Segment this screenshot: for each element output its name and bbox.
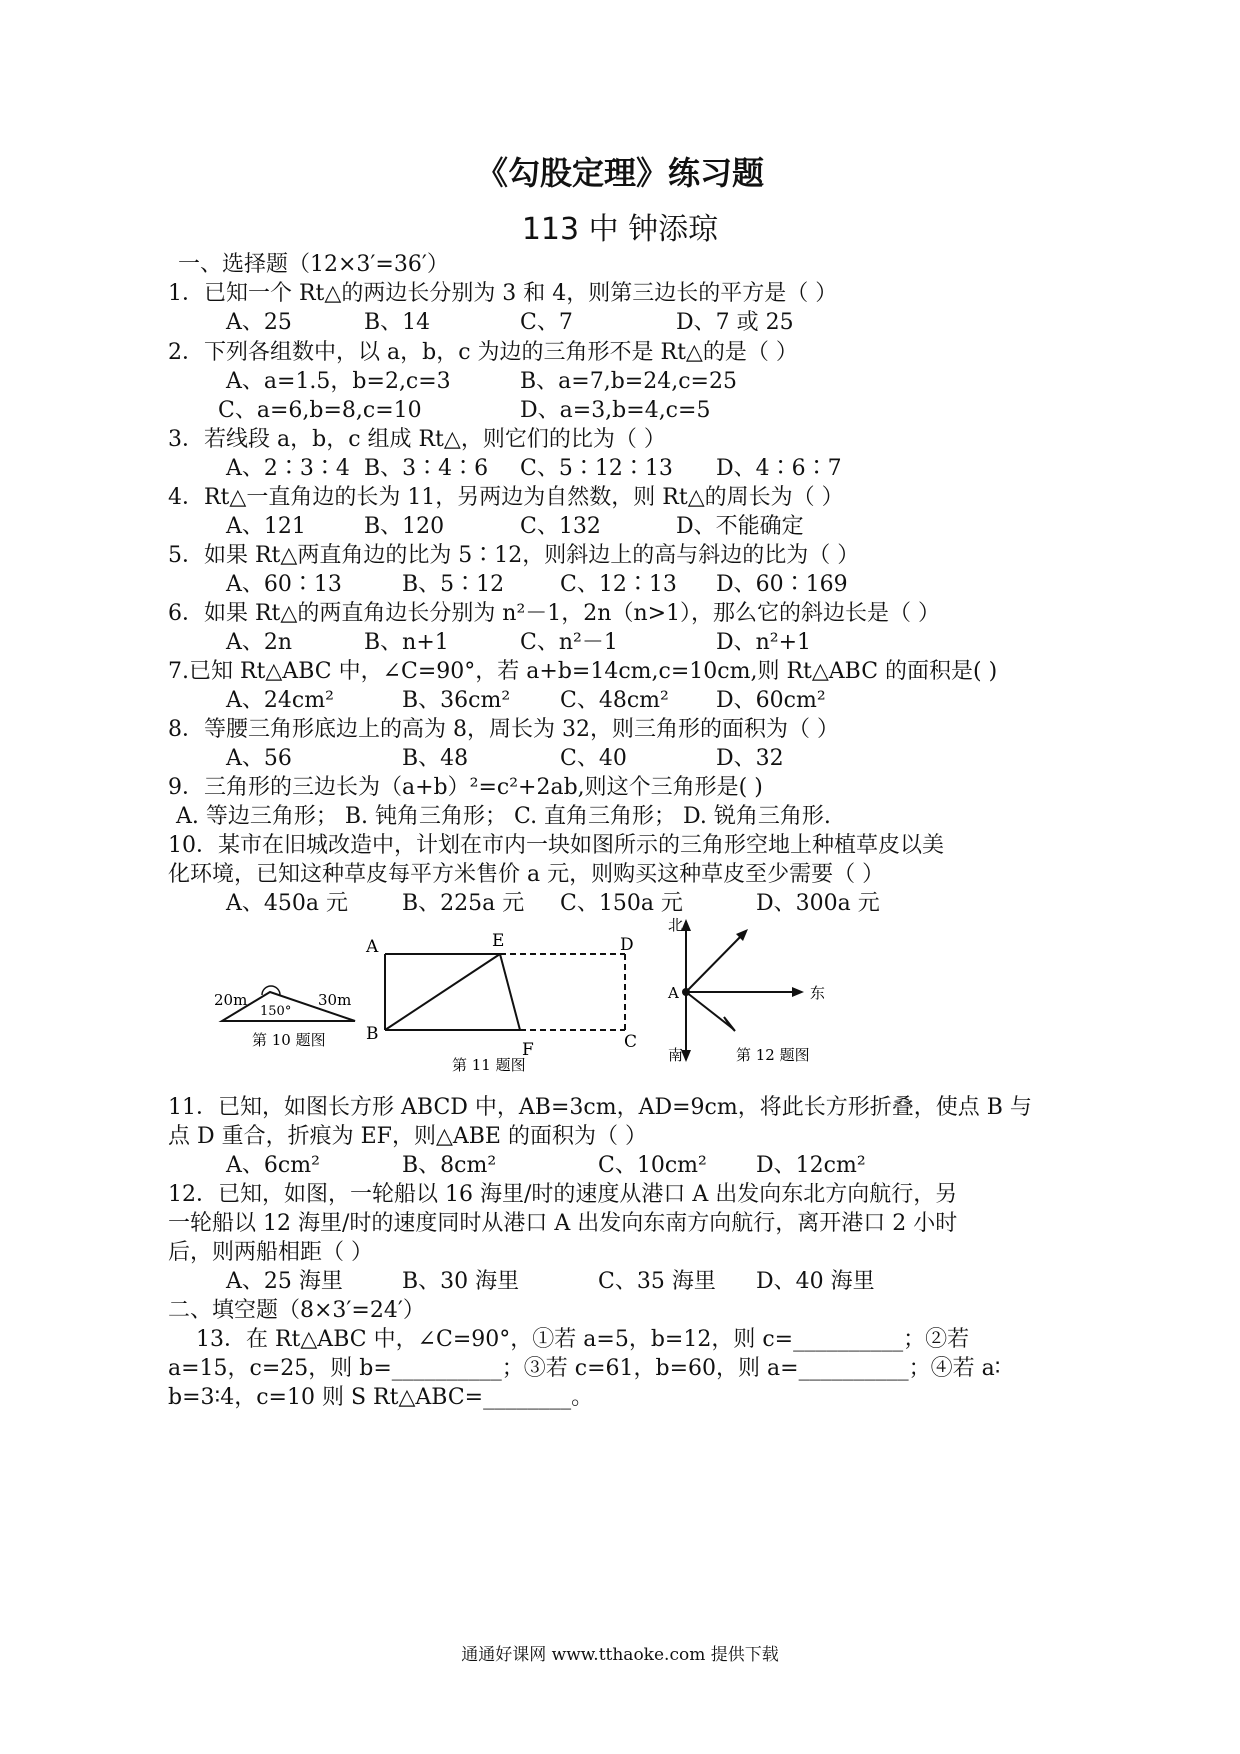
q7-option-d: D、60cm² [716,688,826,713]
q5-option-c: C、12∶13 [560,572,677,597]
q11-option-b: B、8cm² [402,1153,497,1178]
question-6-stem: 6．如果 Rt△的两直角边长分别为 n²－1，2n（n>1），那么它的斜边长是（ ） [168,601,941,626]
fig12-a-label: A [668,984,679,1002]
question-12-stem-line3: 后，则两船相距（ ） [168,1240,373,1265]
figure-11-rectangle [365,931,637,1074]
q11-option-d: D、12cm² [756,1153,866,1178]
question-10-stem-line2: 化环境，已知这种草皮每平方米售价 a 元，则购买这种草皮至少需要（ ） [168,862,885,887]
q12-option-d: D、40 海里 [756,1269,875,1294]
fig11-label-f: F [522,1040,534,1060]
fig10-caption: 第 10 题图 [252,1031,326,1049]
q3-option-d: D、4∶6∶7 [716,456,842,481]
q3-option-a: A、2∶3∶4 [226,456,350,481]
q8-option-b: B、48 [402,746,469,771]
question-12-stem-line1: 12．已知，如图，一轮船以 16 海里/时的速度从港口 A 出发向东北方向航行，另 [168,1182,958,1207]
question-11-stem-line2: 点 D 重合，折痕为 EF，则△ABE 的面积为（ ） [168,1124,647,1149]
question-3-stem: 3．若线段 a，b，c 组成 Rt△，则它们的比为（ ） [168,427,666,452]
section-heading-fill: 二、填空题（8×3′=24′） [168,1298,425,1323]
q7-option-a: A、24cm² [226,688,334,713]
figure-10-triangle [214,986,355,1049]
q12-option-c: C、35 海里 [598,1269,716,1294]
fig12-caption: 第 12 题图 [736,1046,810,1064]
figure-12-compass [667,916,825,1064]
q3-option-b: B、3∶4∶6 [364,456,489,481]
q2-option-b: B、a=7,b=24,c=25 [520,369,737,394]
question-11-stem-line1: 11．已知，如图长方形 ABCD 中，AB=3cm，AD=9cm，将此长方形折叠，使点 B 与 [168,1095,1032,1120]
question-12-stem-line2: 一轮船以 12 海里/时的速度同时从港口 A 出发向东南方向航行，离开港口 2 小时 [168,1211,958,1236]
q4-option-d: D、不能确定 [676,514,804,539]
q2-option-d: D、a=3,b=4,c=5 [520,398,711,423]
page-footer: 通通好课网 www.tthaoke.com 提供下载 [461,1645,779,1665]
q5-option-d: D、60∶169 [716,572,848,597]
fig10-left-label: 20m [214,991,248,1009]
q8-option-d: D、32 [716,746,784,771]
q5-option-a: A、60∶13 [226,572,342,597]
q1-option-a: A、25 [226,310,292,335]
question-9-stem: 9．三角形的三边长为（a+b）²=c²+2ab,则这个三角形是( ) [168,775,763,800]
q10-option-d: D、300a 元 [756,891,880,916]
fig10-angle-label: 150° [260,1004,292,1019]
q10-option-c: C、150a 元 [560,891,683,916]
question-4-stem: 4．Rt△一直角边的长为 11，另两边为自然数，则 Rt△的周长为（ ） [168,485,844,510]
fig11-label-c: C [624,1032,638,1052]
q2-option-a: A、a=1.5，b=2,c=3 [226,369,451,394]
q7-option-b: B、36cm² [402,688,511,713]
question-2-stem: 2．下列各组数中，以 a，b，c 为边的三角形不是 Rt△的是（ ） [168,340,798,365]
q11-option-c: C、10cm² [598,1153,707,1178]
fig11-label-e: E [492,931,505,951]
q4-option-c: C、132 [520,514,601,539]
fig10-right-label: 30m [318,991,352,1009]
q6-option-b: B、n+1 [364,630,449,655]
q6-option-d: D、n²+1 [716,630,812,655]
section-heading-choice: 一、选择题（12×3′=36′） [178,252,449,277]
q2-option-c: C、a=6,b=8,c=10 [218,398,422,423]
q1-option-d: D、7 或 25 [676,310,794,335]
q8-option-c: C、40 [560,746,627,771]
question-1-stem: 1．已知一个 Rt△的两边长分别为 3 和 4，则第三边长的平方是（ ） [168,281,838,306]
q3-option-c: C、5∶12∶13 [520,456,673,481]
q10-option-a: A、450a 元 [226,891,348,916]
question-7-stem: 7.已知 Rt△ABC 中，∠C=90°，若 a+b=14cm,c=10cm,则 Rt△ABC 的面积是( ) [168,659,998,684]
q11-option-a: A、6cm² [226,1153,320,1178]
q6-option-c: C、n²－1 [520,630,618,655]
fig12-north-label: 北 [668,916,684,934]
question-8-stem: 8．等腰三角形底边上的高为 8，周长为 32，则三角形的面积为（ ） [168,717,839,742]
fig12-east-label: 东 [810,984,826,1002]
q4-option-a: A、121 [226,514,306,539]
fig11-label-a: A [366,937,379,957]
question-13-line3: b=3∶4，c=10 则 S Rt△ABC=________。 [168,1385,594,1410]
fig12-south-label: 南 [668,1046,684,1064]
q7-option-c: C、48cm² [560,688,669,713]
question-5-stem: 5．如果 Rt△两直角边的比为 5∶12，则斜边上的高与斜边的比为（ ） [168,543,860,568]
question-13-line2: a=15，c=25，则 b=__________；③若 c=61，b=60，则 a=__________；④若 a∶ [168,1356,1001,1381]
question-10-stem-line1: 10．某市在旧城改造中，计划在市内一块如图所示的三角形空地上种植草皮以美 [168,833,944,858]
q1-option-b: B、14 [364,310,431,335]
q1-option-c: C、7 [520,310,573,335]
q5-option-b: B、5∶12 [402,572,505,597]
author-line: 113 中 钟添琼 [521,212,719,247]
q12-option-b: B、30 海里 [402,1269,520,1294]
q8-option-a: A、56 [226,746,292,771]
fig11-label-b: B [366,1024,379,1044]
q6-option-a: A、2n [226,630,293,655]
fig11-caption: 第 11 题图 [452,1056,526,1074]
page-title: 《勾股定理》练习题 [475,154,764,192]
q4-option-b: B、120 [364,514,445,539]
q12-option-a: A、25 海里 [226,1269,343,1294]
q10-option-b: B、225a 元 [402,891,525,916]
fig11-label-d: D [620,935,634,955]
question-13-line1: 13．在 Rt△ABC 中，∠C=90°，①若 a=5，b=12，则 c=__________；②若 [196,1327,970,1352]
q9-options: A. 等边三角形； B. 钝角三角形； C. 直角三角形； D. 锐角三角形. [176,804,831,829]
figures-area [200,915,880,1080]
